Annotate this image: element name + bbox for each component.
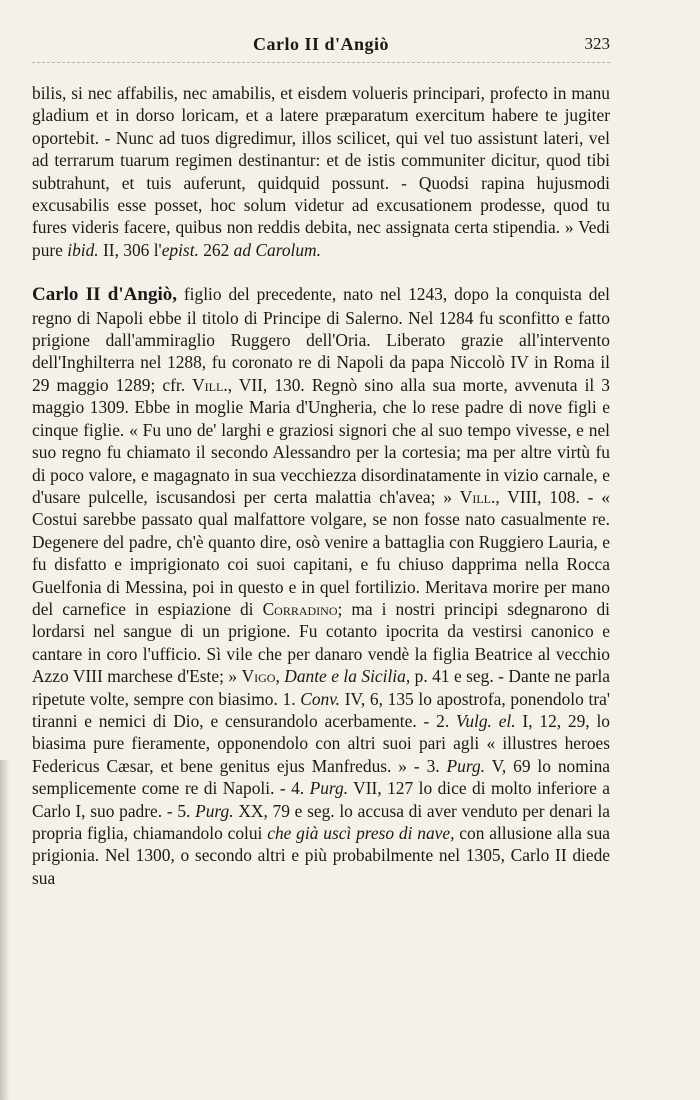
paragraph-gap [32, 261, 610, 283]
italic-ref: ad Carolum. [233, 239, 321, 260]
text-run: 262 [198, 239, 234, 260]
italic-ref: Vulg. el. [455, 710, 516, 731]
text-run: , VII, 130. Regnò sino alla sua morte, avvenuta il 3 maggio 1309. Ebbe in moglie Maria d'Ungheria, che lo rese padre di nove figli e cinque figlie. « Fu uno de' larghi e graziosi signori che al suo tempo vivesse, e nel suo regno fu chiamato il secondo Alessandro per la cortesia; ma per altre virtù fu di poco valore, e magagnato in sua vecchiezza disordinatamente in vizio carnale, e d'usare pulcelle, iscusandosi per certa malattia ch'avea; » [32, 374, 610, 507]
page-number: 323 [584, 34, 610, 53]
running-title: Carlo II d'Angiò [252, 34, 390, 54]
text-run: , [275, 666, 285, 687]
italic-ref: Dante e la Sicilia, [284, 666, 411, 687]
text-run: ; ma i nostri principi sdegnarono di lordarsi nel sangue di un prigione. Fu cotanto ipocrita da vestirsi canonico e cantare in coro l'ufficio. Sì vile che per danaro vendè la figlia Beatrice al vecchio Azzo VIII marchese d'Este; » [32, 598, 610, 687]
text-run: figlio del precedente, nato nel 1243, dopo la conquista del regno di Napoli ebbe il titolo di Principe di Salerno. Nel 1284 fu sconfitto e fatto prigione dall'ammiraglio Ruggero dell'Oria. Liberato grazie all'intervento dell'Inghilterra nel 1288, fu coronato re di Napoli da papa Niccolò IV in Roma il 29 maggio 1289; cfr. [32, 284, 611, 395]
text-run: V, 69 lo nomina semplicemente come re di Napoli. - 4. [32, 755, 610, 799]
page-edge-shadow [0, 760, 10, 1100]
italic-ref: Purg. [446, 755, 485, 776]
header-rule [32, 62, 610, 63]
text-run: , VIII, 108. - « Costui sarebbe passato qual malfattore volgare, se non fosse nato casualmente re. Degenere del padre, ch'è quanto dire, osò venire a battaglia con Ruggiero Lauria, e fu disfatto e imprigionato coi suoi capitani, e fu chiuso dapprima nella Rocca Guelfonia di Messina, poi in questo e in quel fortilizio. Meritava morire per mano del carnefice in espiazione di [32, 486, 610, 619]
text-run: XX, 79 e seg. lo accusa di aver venduto per denari la propria figlia, chiamandolo colui [32, 800, 610, 843]
page-header [32, 30, 610, 64]
text-run: IV, 6, 135 lo apostrofa, ponendolo tra' tiranni e nemici di Dio, e censurandolo acerbamente. - 2. [32, 688, 610, 731]
italic-ref: Conv. [300, 688, 341, 709]
text-run: I, 12, 29, lo biasima pure fieramente, opponendolo con altri suoi pari agli « illustres heroes Federicus Cæsar, et bene genitus ejus Manfredus. » - 3. [32, 710, 610, 776]
italic-ref: epist. [161, 239, 199, 260]
text-run: p. 41 e seg. - Dante ne parla ripetute volte, sempre con biasimo. 1. [32, 666, 610, 709]
smallcaps-ref: Vigo [241, 666, 276, 687]
smallcaps-ref: Vill. [459, 486, 496, 507]
smallcaps-ref: Vill. [192, 374, 228, 395]
text-run: con allusione alla sua prigionia. Nel 1300, o secondo altri e più probabilmente nel 1305, Carlo II diede sua [32, 823, 610, 888]
text-run: bilis, si nec affabilis, nec amabilis, et eisdem volueris principari, profecto in manu gladium et in dorso loricam, et a latere præparatum exercitum habere te jugiter oportebit. - Nunc ad tuos digredimur, illos scilicet, qui vel tuo assistunt lateri, vel ad terrarum tuarum regimen destinantur: et de istis communiter dicitur, quod tibi subtrahunt, et tuis auferunt, quidquid possunt. - Quodsi rapina hujusmodi excusabilis esse posset, hoc solum videtur ad excusationem prodesse, quod tu fures videris facere, quibus non reddis debita, nec assignata certa stipendia. » Vedi pure [32, 83, 610, 260]
italic-ref: Purg. [195, 800, 234, 821]
entry-paragraph [32, 283, 610, 889]
page-body [32, 82, 610, 889]
text-run: II, 306 l' [98, 239, 162, 260]
italic-quote: che già uscì preso di nave, [267, 823, 455, 843]
paragraph-continuation [32, 82, 610, 261]
entry-heading: Carlo II d'Angiò, [32, 284, 177, 306]
text-run: VII, 127 lo dice di molto inferiore a Carlo I, suo padre. - 5. [32, 778, 610, 821]
italic-ref: Purg. [309, 778, 349, 799]
smallcaps-ref: Corradino [262, 598, 338, 619]
italic-ref: ibid. [67, 239, 99, 260]
